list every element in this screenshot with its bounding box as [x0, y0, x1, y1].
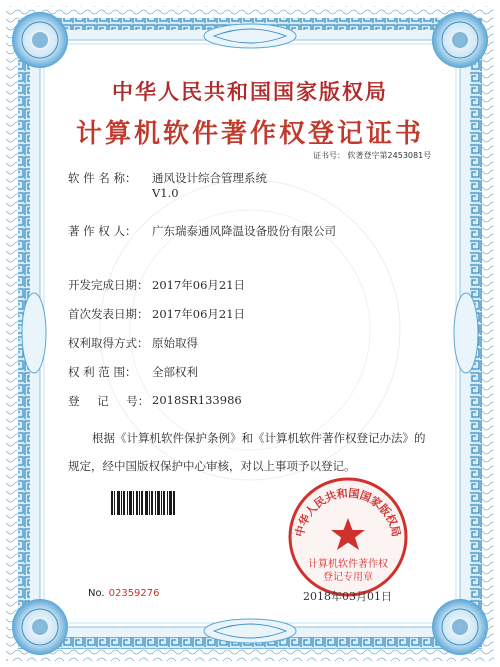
issuer-title: 中华人民共和国国家版权局 — [112, 79, 388, 104]
bottom-center-ornament — [204, 619, 296, 643]
field-label-registration-number: 登 记 号： — [68, 394, 150, 408]
field-value-copyright-owner: 广东瑞泰通风降温设备股份有限公司 — [152, 224, 336, 238]
field-label-copyright-owner: 著 作 权 人： — [68, 224, 137, 238]
left-center-ornament — [22, 293, 46, 373]
field-label-publication-date: 首次发表日期： — [68, 307, 149, 321]
certificate-number-label: 证书号： — [313, 151, 345, 160]
field-label-rights-scope: 权 利 范 围： — [68, 365, 137, 379]
serial-number-value: 02359276 — [108, 588, 160, 599]
seal-arc-text: 中华人民共和国国家版权局 — [293, 486, 403, 539]
field-value-rights-scope: 全部权利 — [152, 365, 198, 379]
field-label-software-name: 软 件 名 称： — [68, 171, 137, 185]
official-seal — [283, 472, 413, 602]
body-paragraph-line-2: 规定，经中国版权保护中心审核，对以上事项予以登记。 — [68, 459, 356, 473]
qr-barcode — [110, 490, 176, 516]
field-value-acquisition-method: 原始取得 — [152, 336, 198, 350]
certificate-number-value: 软著登字第2453081号 — [347, 151, 432, 160]
serial-number — [88, 588, 160, 599]
issue-date: 2018年03月01日 — [303, 590, 392, 603]
serial-number-label: No. — [88, 588, 105, 599]
corner-rosette-bottom-right — [432, 599, 488, 655]
corner-rosette-top-right — [432, 12, 488, 68]
field-value-registration-number: 2018SR133986 — [152, 393, 242, 407]
top-center-ornament — [204, 24, 296, 48]
seal-line-1: 计算机软件著作权 — [308, 559, 388, 570]
body-paragraph-line-1: 根据《计算机软件保护条例》和《计算机软件著作权登记办法》的 — [92, 431, 426, 445]
field-value-publication-date: 2017年06月21日 — [152, 307, 246, 321]
field-label-development-date: 开发完成日期： — [68, 278, 149, 292]
field-value-software-name: 通风设计综合管理系统 — [152, 171, 267, 185]
field-label-acquisition-method: 权利取得方式： — [68, 336, 149, 350]
corner-rosette-bottom-left — [12, 599, 68, 655]
field-value-software-version: V1.0 — [152, 186, 179, 200]
right-center-ornament — [454, 293, 478, 373]
certificate-title: 计算机软件著作权登记证书 — [75, 119, 424, 149]
certificate-number — [313, 150, 431, 161]
seal-line-2: 登记专用章 — [323, 572, 373, 583]
field-value-development-date: 2017年06月21日 — [152, 278, 246, 292]
corner-rosette-top-left — [12, 12, 68, 68]
